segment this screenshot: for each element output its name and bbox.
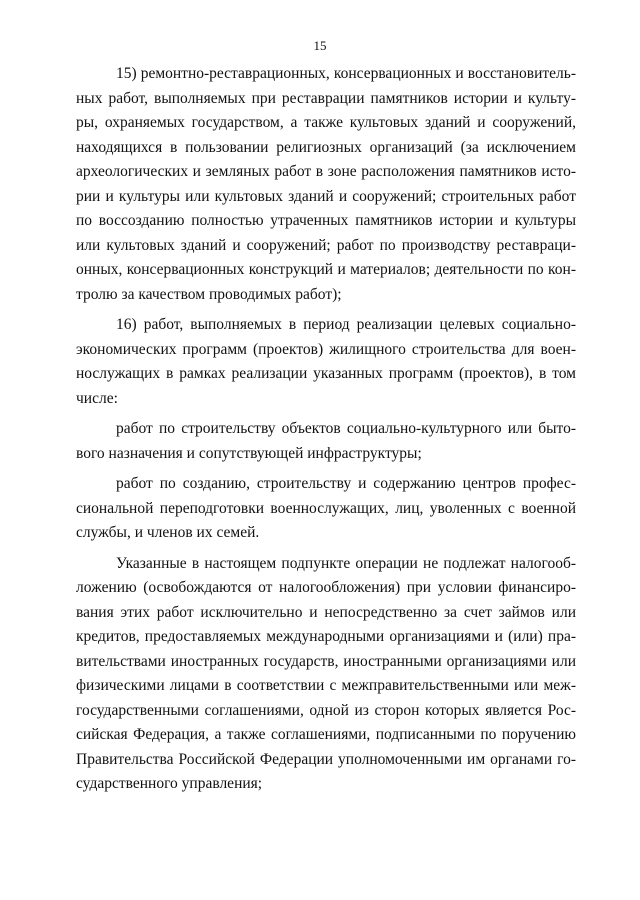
text-line: 16) работ, выполняемых в период реализации целевых социально- [116, 316, 576, 333]
text-line: работ по созданию, строительству и содержанию центров профес- [116, 475, 576, 492]
text-line: кредитов, предоставляемых международными организациями и (или) пра- [76, 628, 576, 645]
text-line: работ по строительству объектов социально-культурного или быто- [116, 420, 576, 437]
text-line: Правительства Российской Федерации уполномоченными им органами го- [76, 750, 576, 768]
text-line: сударственного управления; [76, 775, 263, 792]
text-line: онных, консервационных конструкций и материалов; деятельности по кон- [76, 261, 576, 278]
text-line: Указанные в настоящем подпункте операции не подлежат налогооб- [116, 554, 576, 572]
paragraph-subitem-construction [76, 417, 576, 466]
page-number: 15 [313, 38, 327, 53]
text-line: вого назначения и сопутствующей инфраструктуры; [76, 444, 422, 462]
text-line: государственными соглашениями, одной из сторон которых является Рос- [76, 701, 576, 719]
text-line: вания этих работ исключительно и непосредственно за счет займов или [76, 603, 576, 621]
text-line: рии и культуры или культовых зданий и сооружений; строительных работ [76, 187, 576, 205]
text-line: археологических и земляных работ в зоне расположения памятников исто- [76, 163, 576, 180]
paragraph-subitem-retraining [76, 472, 576, 546]
text-line: службы, и членов их семей. [76, 524, 260, 541]
text-line: сиональной переподготовки военнослужащих, лиц, уволенных с военной [76, 499, 576, 517]
paragraph-item-15 [76, 62, 576, 307]
paragraph-item-16 [76, 313, 576, 411]
text-line: нослужащих в рамках реализации указанных программ (проектов), в том [76, 365, 576, 382]
text-line: по воссозданию полностью утраченных памятников истории и культуры [76, 212, 576, 229]
text-line: тролю за качеством проводимых работ); [76, 285, 342, 303]
document-body [76, 62, 576, 797]
text-line: ры, охраняемых государством, а также культовых зданий и сооружений, [76, 114, 576, 131]
text-line: ложению (освобождаются от налогообложения) при условии финансиро- [76, 579, 576, 596]
text-line: сийская Федерация, а также соглашениями, подписанными по поручению [76, 726, 576, 743]
text-line: находящихся в пользовании религиозных организаций (за исключением [76, 138, 576, 156]
text-line: 15) ремонтно-реставрационных, консервационных и восстановитель- [116, 65, 576, 82]
paragraph-tax-exemption [76, 552, 576, 797]
text-line: или культовых зданий и сооружений; работ по производству реставраци- [76, 236, 576, 254]
text-line: вительствами иностранных государств, иностранными организациями или [76, 652, 576, 670]
text-line: ных работ, выполняемых при реставрации памятников истории и культу- [76, 89, 576, 107]
text-line: числе: [76, 389, 118, 407]
text-line: физическими лицами в соответствии с межправительственными или меж- [76, 677, 576, 694]
text-line: экономических программ (проектов) жилищного строительства для воен- [76, 340, 576, 358]
